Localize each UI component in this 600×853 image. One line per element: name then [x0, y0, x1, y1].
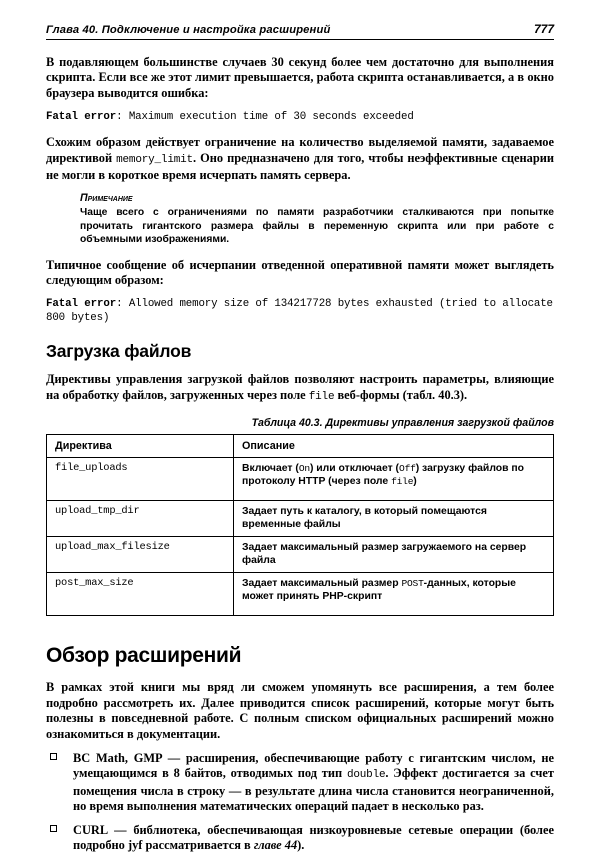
code-text: : Maximum execution time of 30 seconds exceeded — [116, 111, 414, 124]
desc-text-c: ) загрузку файлов по протоколу HTTP (через поле — [242, 463, 525, 488]
inline-code-on: On — [298, 463, 310, 475]
item-text-c: ). — [297, 837, 305, 852]
paragraph-execution-time: В подавляющем большинстве случаев 30 секунд более чем достаточно для выполнения скрипта. Если все же этот лимит превышается, работа скрипта останавливается, а в окно браузера выводится ошибка: — [46, 55, 554, 100]
cross-reference-chapter: главе 44 — [253, 837, 298, 852]
table-row — [47, 501, 554, 537]
list-item — [46, 823, 554, 853]
list-item — [46, 751, 554, 815]
paragraph-text-part-b: . Оно предназначено для того, чтобы неэффективные сценарии не могли в короткое время исчерпать память сервера. — [46, 150, 554, 183]
page-number: 777 — [533, 22, 554, 36]
paragraph-extensions-intro: В рамках этой книги мы вряд ли сможем упомянуть все расширения, а тем более подробно рассмотреть их. Далее приводится список расширений, которые могут быть полезны в повседневной работе. С полным списком официальных расширений можно ознакомиться в документации. — [46, 680, 554, 741]
table-row — [47, 458, 554, 501]
inline-code-file: file — [308, 390, 335, 403]
square-bullet-icon — [50, 753, 57, 760]
directives-table — [46, 434, 554, 616]
code-label-fatal-error: Fatal error — [46, 111, 117, 124]
column-header-description: Описание — [234, 435, 554, 458]
paragraph-text-part-a: Схожим образом действует ограничение на количество выделяемой памяти, задаваемое директивой — [46, 135, 554, 165]
note-title: Примечание — [80, 192, 133, 205]
extensions-list — [46, 751, 554, 853]
desc-text-d: ) — [413, 476, 417, 488]
desc-text-b: ) или отключает ( — [309, 463, 400, 475]
inline-code-file: file — [391, 476, 414, 488]
cell-description: Задает максимальный размер загружаемого на сервер файла — [234, 537, 554, 573]
desc-text-b: -данных, которые может принять PHP-скрипт — [242, 578, 516, 603]
paragraph-text-part-a: Директивы управления загрузкой файлов позволяют настроить параметры, влияющие на обработку файлов, загруженных через поле — [46, 372, 554, 402]
inline-code-off: Off — [399, 463, 416, 475]
cell-directive: file_uploads — [47, 458, 234, 501]
paragraph-memory-exhausted-intro: Типичное сообщение об исчерпании отведенной оперативной памяти может выглядеть следующим образом: — [46, 257, 554, 288]
paragraph-upload-directives — [46, 372, 554, 405]
inline-code-double: double — [346, 769, 386, 782]
paragraph-text-part-b: веб-формы (табл. 40.3). — [334, 387, 468, 402]
note-body: Чаще всего с ограничениями по памяти разработчики сталкиваются при попытке прочитать гигантского размера файлы в переменную скрипта или при работе с объемными изображениями. — [80, 207, 554, 246]
table-row — [47, 573, 554, 616]
desc-text-a: Задает максимальный размер — [242, 578, 402, 590]
code-label-fatal-error-2: Fatal error — [46, 298, 117, 311]
paragraph-memory-limit — [46, 135, 554, 183]
cell-directive: post_max_size — [47, 573, 234, 616]
code-text-2: : Allowed memory size of 134217728 bytes exhausted (tried to allocate 800 bytes) — [46, 298, 560, 325]
heading-file-upload: Загрузка файлов — [46, 341, 192, 362]
table-row — [47, 537, 554, 573]
cell-description — [234, 573, 554, 616]
table-caption: Таблица 40.3. Директивы управления загрузкой файлов — [251, 417, 554, 430]
cell-directive: upload_tmp_dir — [47, 501, 234, 537]
cell-description: Задает путь к каталогу, в который помещаются временные файлы — [234, 501, 554, 537]
cell-directive: upload_max_filesize — [47, 537, 234, 573]
running-head — [46, 22, 554, 40]
desc-text-a: Включает ( — [242, 463, 299, 475]
column-header-directive: Директива — [47, 435, 234, 458]
inline-code-memory-limit: memory_limit — [116, 153, 193, 166]
item-text-a: CURL — библиотека, обеспечивающая низкоуровневые сетевые операции (более подробно jyf рассматривается в — [73, 822, 554, 852]
item-text-b: . Эффект достигается за счет помещения числа в строку — в результате длина числа становится неограниченной, но время выполнения математических операций падает в несколько раз. — [73, 766, 554, 814]
table-header-row — [47, 435, 554, 458]
item-text-a: BC Math, GMP — расширения, обеспечивающие работу с гигантским числом, не умещающимся в 8 байтов, отводимых под тип — [73, 750, 554, 781]
note-block — [80, 192, 554, 246]
code-fatal-error-timeout — [46, 110, 554, 124]
code-fatal-error-memory — [46, 297, 560, 325]
square-bullet-icon — [50, 825, 57, 832]
inline-code-post: POST — [401, 578, 424, 590]
chapter-title: Глава 40. Подключение и настройка расширений — [46, 24, 331, 36]
heading-extensions-overview: Обзор расширений — [46, 644, 242, 668]
cell-description — [234, 458, 554, 501]
